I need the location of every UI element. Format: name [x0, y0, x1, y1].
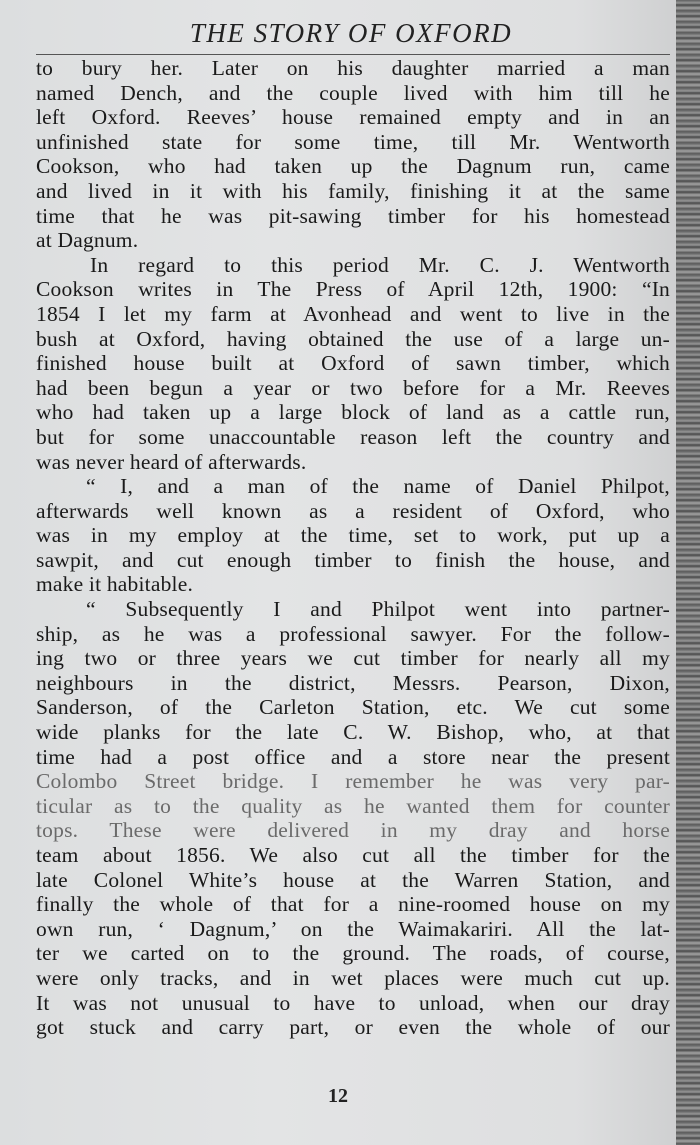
text-line: ter we carted on to the ground. The roads, of course, [36, 941, 670, 966]
text-line: unfinished state for some time, till Mr. Wentworth [36, 129, 670, 154]
text-line: Cookson, who had taken up the Dagnum run, came [36, 154, 670, 179]
text-line: 1854 I let my farm at Avonhead and went to live in the [36, 301, 670, 326]
text-line: late Colonel White’s house at the Warren Station, and [36, 867, 670, 892]
text-line: In regard to this period Mr. C. J. Wentworth [90, 252, 670, 277]
text-line: had been begun a year or two before for a Mr. Reeves [36, 375, 670, 400]
text-line: was in my employ at the time, set to work, put up a [36, 523, 670, 548]
text-line: “ I, and a man of the name of Daniel Philpot, [86, 474, 670, 499]
text-line: were only tracks, and in wet places were much cut up. [36, 965, 670, 990]
text-line: left Oxford. Reeves’ house remained empty and in an [36, 105, 670, 130]
text-line: at Dagnum. [36, 228, 139, 253]
text-line: bush at Oxford, having obtained the use of a large un- [36, 326, 670, 351]
text-line: got stuck and carry part, or even the whole of our [36, 1015, 670, 1040]
text-line: “ Subsequently I and Philpot went into partner- [86, 597, 670, 622]
text-line: Colombo Street bridge. I remember he was very par- [36, 769, 670, 794]
text-line: wide planks for the late C. W. Bishop, who, at that [36, 720, 670, 745]
text-line: finally the whole of that for a nine-roomed house on my [36, 892, 670, 917]
text-line: named Dench, and the couple lived with him till he [36, 80, 670, 105]
text-line: Sanderson, of the Carleton Station, etc. We cut some [36, 695, 670, 720]
text-line: time had a post office and a store near the present [36, 744, 670, 769]
text-line: but for some unaccountable reason left the country and [36, 424, 670, 449]
text-line: and lived in it with his family, finishing it at the same [36, 178, 670, 203]
text-line: sawpit, and cut enough timber to finish the house, and [36, 547, 670, 572]
text-line: afterwards well known as a resident of Oxford, who [36, 498, 670, 523]
text-line: Cookson writes in The Press of April 12th, 1900: “In [36, 277, 670, 302]
text-line: It was not unusual to have to unload, when our dray [36, 990, 670, 1015]
book-binding-edge [676, 0, 700, 1145]
text-line: team about 1856. We also cut all the timber for the [36, 843, 670, 867]
text-line: tops. These were delivered in my dray and horse [36, 818, 670, 843]
text-line: make it habitable. [36, 572, 194, 597]
running-header: THE STORY OF OXFORD [189, 18, 513, 48]
text-line: own run, ‘ Dagnum,’ on the Waimakariri. All the lat- [36, 916, 670, 941]
text-line: neighbours in the district, Messrs. Pearson, Dixon, [36, 670, 670, 695]
body-text [36, 56, 670, 1040]
header-rule [36, 54, 670, 55]
text-line: ing two or three years we cut timber for nearly all my [36, 646, 670, 671]
text-line: time that he was pit-sawing timber for his homestead [36, 203, 670, 228]
text-line: finished house built at Oxford of sawn timber, which [36, 351, 670, 376]
page-number: 12 [328, 1085, 348, 1107]
text-line: ship, as he was a professional sawyer. For the follow- [36, 621, 670, 646]
text-line: ticular as to the quality as he wanted them for counter [36, 793, 670, 818]
text-line: who had taken up a large block of land as a cattle run, [36, 400, 670, 425]
text-line: was never heard of afterwards. [36, 449, 307, 474]
text-line: to bury her. Later on his daughter married a man [36, 56, 670, 80]
